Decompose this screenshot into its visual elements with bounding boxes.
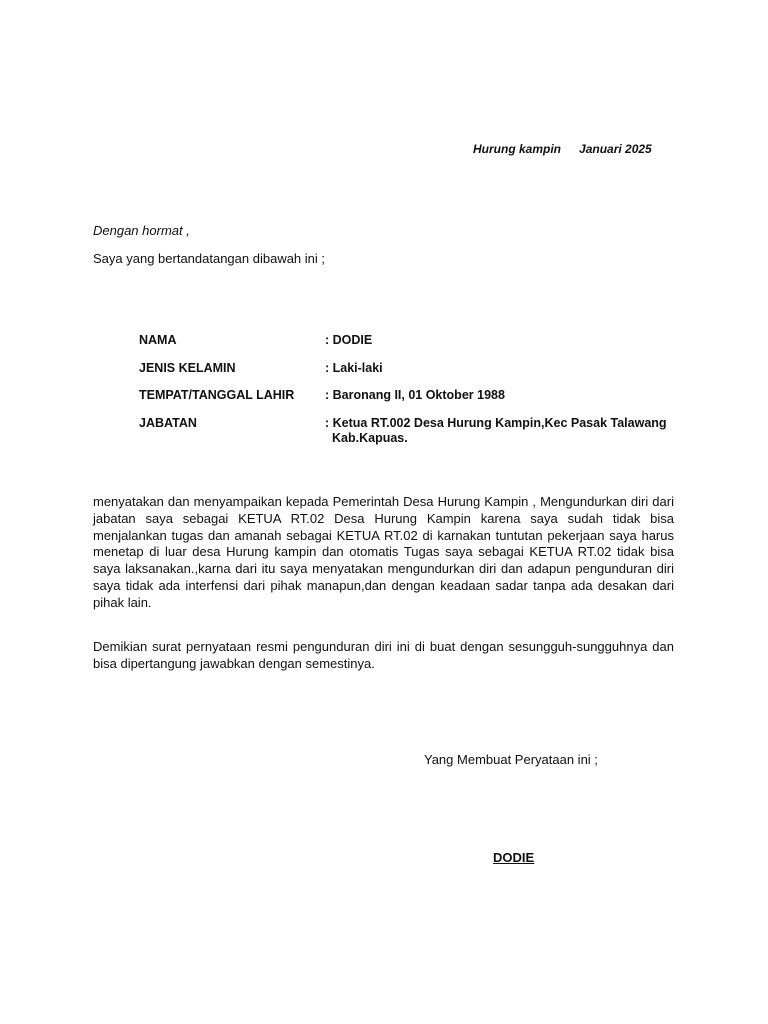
identity-row-position: [139, 416, 679, 456]
identity-row-gender: [139, 361, 679, 389]
intro-line: Saya yang bertandatangan dibawah ini ;: [93, 251, 326, 266]
identity-value: : Laki-laki: [325, 360, 383, 375]
closing-paragraph: Demikian surat pernyataan resmi pengunduran diri ini di buat dengan sesungguh-sungguhnya dan bisa dipertangung jawabkan dengan semestinya.: [93, 639, 674, 671]
identity-value: : Baronang II, 01 Oktober 1988: [325, 388, 505, 402]
signer-name: DODIE: [493, 850, 535, 865]
identity-label: TEMPAT/TANGGAL LAHIR: [139, 388, 295, 402]
identity-row-birth: [139, 388, 679, 416]
letter-place: Hurung kampin: [473, 142, 562, 156]
identity-row-name: [139, 333, 679, 361]
identity-table: [139, 333, 679, 456]
identity-label: JENIS KELAMIN: [139, 360, 236, 375]
identity-label: NAMA: [139, 333, 177, 347]
identity-value: : Ketua RT.002 Desa Hurung Kampin,Kec Pasak Talawang: [325, 415, 667, 430]
place-date-line: [473, 142, 652, 156]
identity-value-continuation: Kab.Kapuas.: [332, 430, 408, 445]
salutation: Dengan hormat ,: [93, 223, 190, 238]
letter-date: Januari 2025: [579, 142, 652, 156]
identity-label: JABATAN: [139, 415, 197, 430]
signature-caption: Yang Membuat Peryataan ini ;: [424, 752, 598, 767]
statement-paragraph: menyatakan dan menyampaikan kepada Pemerintah Desa Hurung Kampin , Mengundurkan diri dari jabatan saya sebagai KETUA RT.02 Desa Hurung Kampin karena saya sudah tidak bisa menjalankan tugas dan amanah sebagai KETUA RT.02 di karnakan tuntutan pekerjaan saya harus menetap di luar desa Hurung kampin dan otomatis Tugas saya sebagai KETUA RT.02 tidak bisa saya laksanakan.,karna dari itu saya menyatakan mengundurkan diri dan adapun pengunduran diri saya tidak ada interfensi dari pihak manapun,dan dengan keadaan sadar tanpa ada desakan dari pihak lain.: [93, 494, 674, 610]
identity-value-group: [325, 416, 679, 456]
identity-value: : DODIE: [325, 333, 373, 347]
